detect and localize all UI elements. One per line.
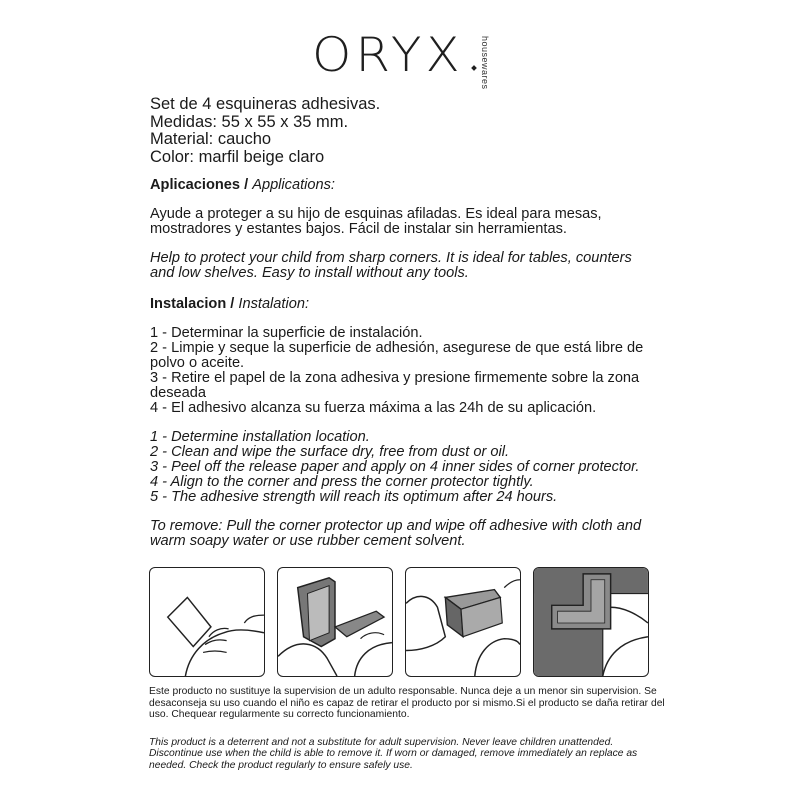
applications-text-en: Help to protect your child from sharp corners. It is ideal for tables, counters and low shelves. Easy to install without any tools. — [150, 250, 632, 281]
step-en: 5 - The adhesive strength will reach its optimum after 24 hours. — [150, 489, 558, 505]
step-en: 1 - Determine installation location. — [150, 429, 370, 445]
illustration-press-corner — [533, 567, 649, 677]
brand-logo — [312, 26, 502, 90]
installation-heading-en: Instalation: — [238, 296, 310, 312]
spec-line: Material: caucho — [150, 130, 272, 148]
steps-es — [150, 326, 650, 416]
logo-diamond-icon — [471, 65, 477, 71]
illustration-peel-paper — [277, 567, 393, 677]
applications-heading-es: Aplicaciones — [150, 177, 241, 193]
disclaimer-es: Este producto no sustituye la supervision de un adulto responsable. Nunca deje a un menor sin supervision. Se desaconseja su uso cuando el niño es capaz de retirar el producto por si mismo.Si el producto se daña retirar del uso. Chequear regularmente su correcto funcionamiento. — [149, 686, 665, 720]
step-es: 3 - Retire el papel de la zona adhesiva y presione firmemente sobre la zona deseada — [150, 370, 640, 401]
apply-corner-icon — [406, 568, 520, 676]
step-en: 3 - Peel off the release paper and apply on 4 inner sides of corner protector. — [150, 459, 640, 475]
illustration-clean-surface — [149, 567, 265, 677]
hand-wiping-icon — [150, 568, 264, 676]
step-es: 2 - Limpie y seque la superficie de adhesión, asegurese de que está libre de polvo o aceite. — [150, 340, 644, 371]
steps-en — [150, 430, 650, 505]
step-en: 2 - Clean and wipe the surface dry, free from dust or oil. — [150, 444, 510, 460]
applications-heading: Aplicaciones / Applications: — [150, 177, 335, 193]
brand-tagline: housewares — [480, 36, 490, 90]
step-es: 1 - Determinar la superficie de instalación. — [150, 325, 423, 341]
installation-heading-es: Instalacion — [150, 296, 227, 312]
spec-line: Medidas: 55 x 55 x 35 mm. — [150, 112, 349, 131]
instructions-body — [150, 96, 650, 549]
applications-heading-en: Applications: — [252, 177, 335, 193]
disclaimer — [149, 686, 669, 771]
spec-line: Set de 4 esquineras adhesivas. — [150, 95, 381, 113]
applications-text-es: Ayude a proteger a su hijo de esquinas afiladas. Es ideal para mesas, mostradores y estantes bajos. Fácil de instalar sin herramientas. — [150, 206, 602, 237]
installation-illustrations — [149, 567, 651, 679]
corner-protector-icon — [278, 568, 392, 676]
installation-heading: Instalacion / Instalation: — [150, 296, 310, 312]
spec-line: Color: marfil beige claro — [150, 147, 325, 166]
illustration-apply-corner — [405, 567, 521, 677]
brand-name: ORYX — [312, 27, 464, 83]
remove-note: To remove: Pull the corner protector up and wipe off adhesive with cloth and warm soapy water or use rubber cement solvent. — [150, 518, 642, 549]
step-es: 4 - El adhesivo alcanza su fuerza máxima a las 24h de su aplicación. — [150, 400, 597, 416]
press-corner-icon — [534, 568, 648, 676]
step-en: 4 - Align to the corner and press the corner protector tightly. — [150, 474, 534, 490]
disclaimer-en: This product is a deterrent and not a substitute for adult supervision. Never leave children unattended. Discontinue use when the child is able to remove it. If worn or damaged, remove immediately an replace as needed. Check the product regularly to ensure safely use. — [149, 736, 638, 771]
